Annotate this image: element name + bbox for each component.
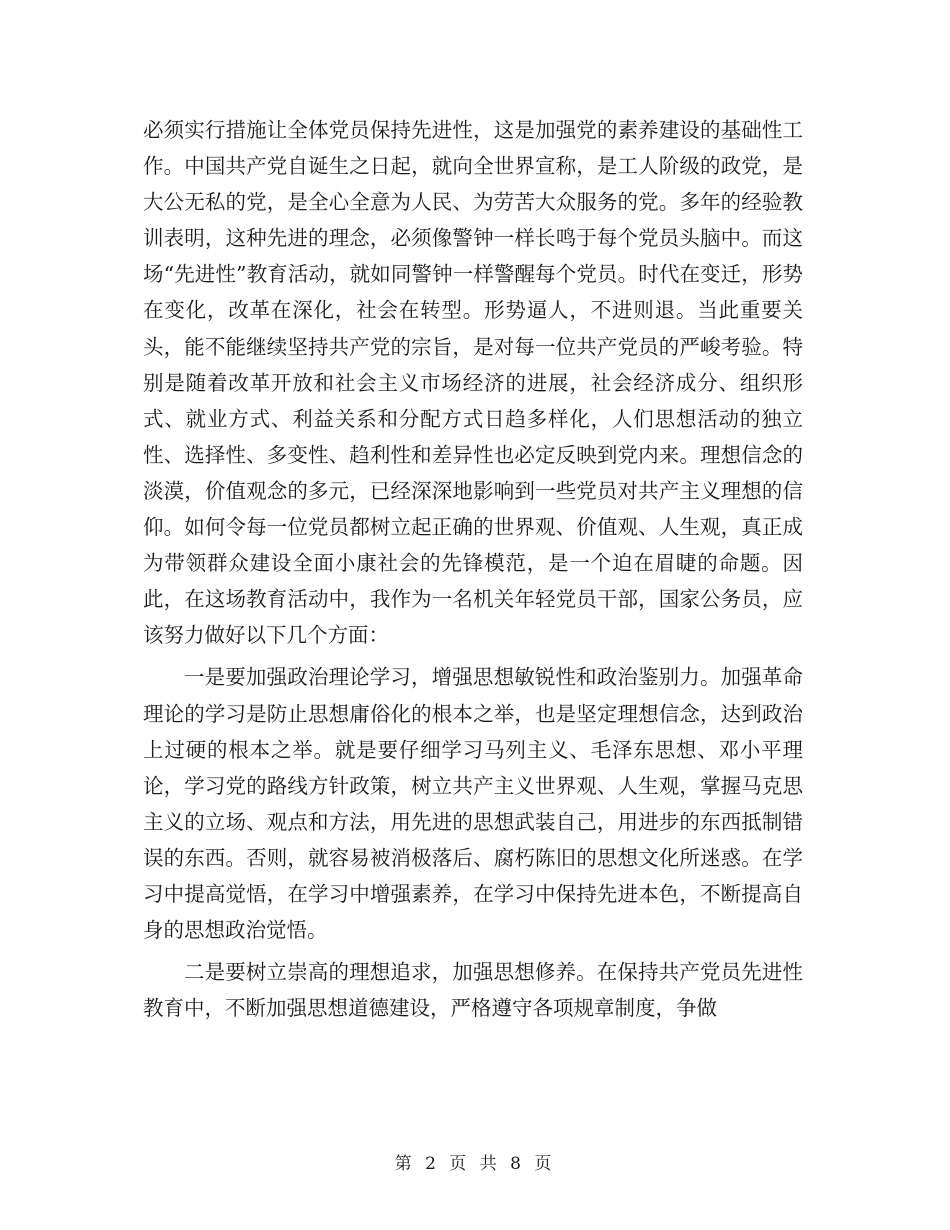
paragraph-intro: 必须实行措施让全体党员保持先进性，这是加强党的素养建设的基础性工作。中国共产党自诞生之日起，就向全世界宣称，是工人阶级的政党，是大公无私的党，是全心全意为人民、为劳苦大众服务的党。多年的经验教训表明，这种先进的理念，必须像警钟一样长鸣于每个党员头脑中。而这场“先进性”教育活动，就如同警钟一样警醒每个党员。时代在变迁，形势在变化，改革在深化，社会在转型。形势逼人，不进则退。当此重要关头，能不能继续坚持共产党的宗旨，是对每一位共产党员的严峻考验。特别是随着改革开放和社会主义市场经济的进展，社会经济成分、组织形式、就业方式、利益关系和分配方式日趋多样化，人们思想活动的独立性、选择性、多变性、趋利性和差异性也必定反映到党内来。理想信念的淡漠，价值观念的多元，已经深深地影响到一些党员对共产主义理想的信仰。如何令每一位党员都树立起正确的世界观、价值观、人生观，真正成为带领群众建设全面小康社会的先锋模范，是一个迫在眉睫的命题。因此，在这场教育活动中，我作为一名机关年轻党员干部，国家公务员，应该努力做好以下几个方面：	[143, 118, 803, 648]
paragraph-point-two: 二是要树立崇高的理想追求，加强思想修养。在保持共产党员先进性教育中，不断加强思想道德建设，严格遵守各项规章制度，争做	[143, 960, 803, 1021]
page-footer: 第 2 页 共 8 页	[394, 1154, 556, 1174]
document-body	[143, 112, 803, 1026]
paragraph-point-one: 一是要加强政治理论学习，增强思想敏锐性和政治鉴别力。加强革命理论的学习是防止思想庸俗化的根本之举，也是坚定理想信念，达到政治上过硬的根本之举。就是要仔细学习马列主义、毛泽东思想、邓小平理论，学习党的路线方针政策，树立共产主义世界观、人生观，掌握马克思主义的立场、观点和方法，用先进的思想武装自己，用进步的东西抵制错误的东西。否则，就容易被消极落后、腐朽陈旧的思想文化所迷惑。在学习中提高觉悟，在学习中增强素养，在学习中保持先进本色，不断提高自身的思想政治觉悟。	[143, 665, 803, 943]
